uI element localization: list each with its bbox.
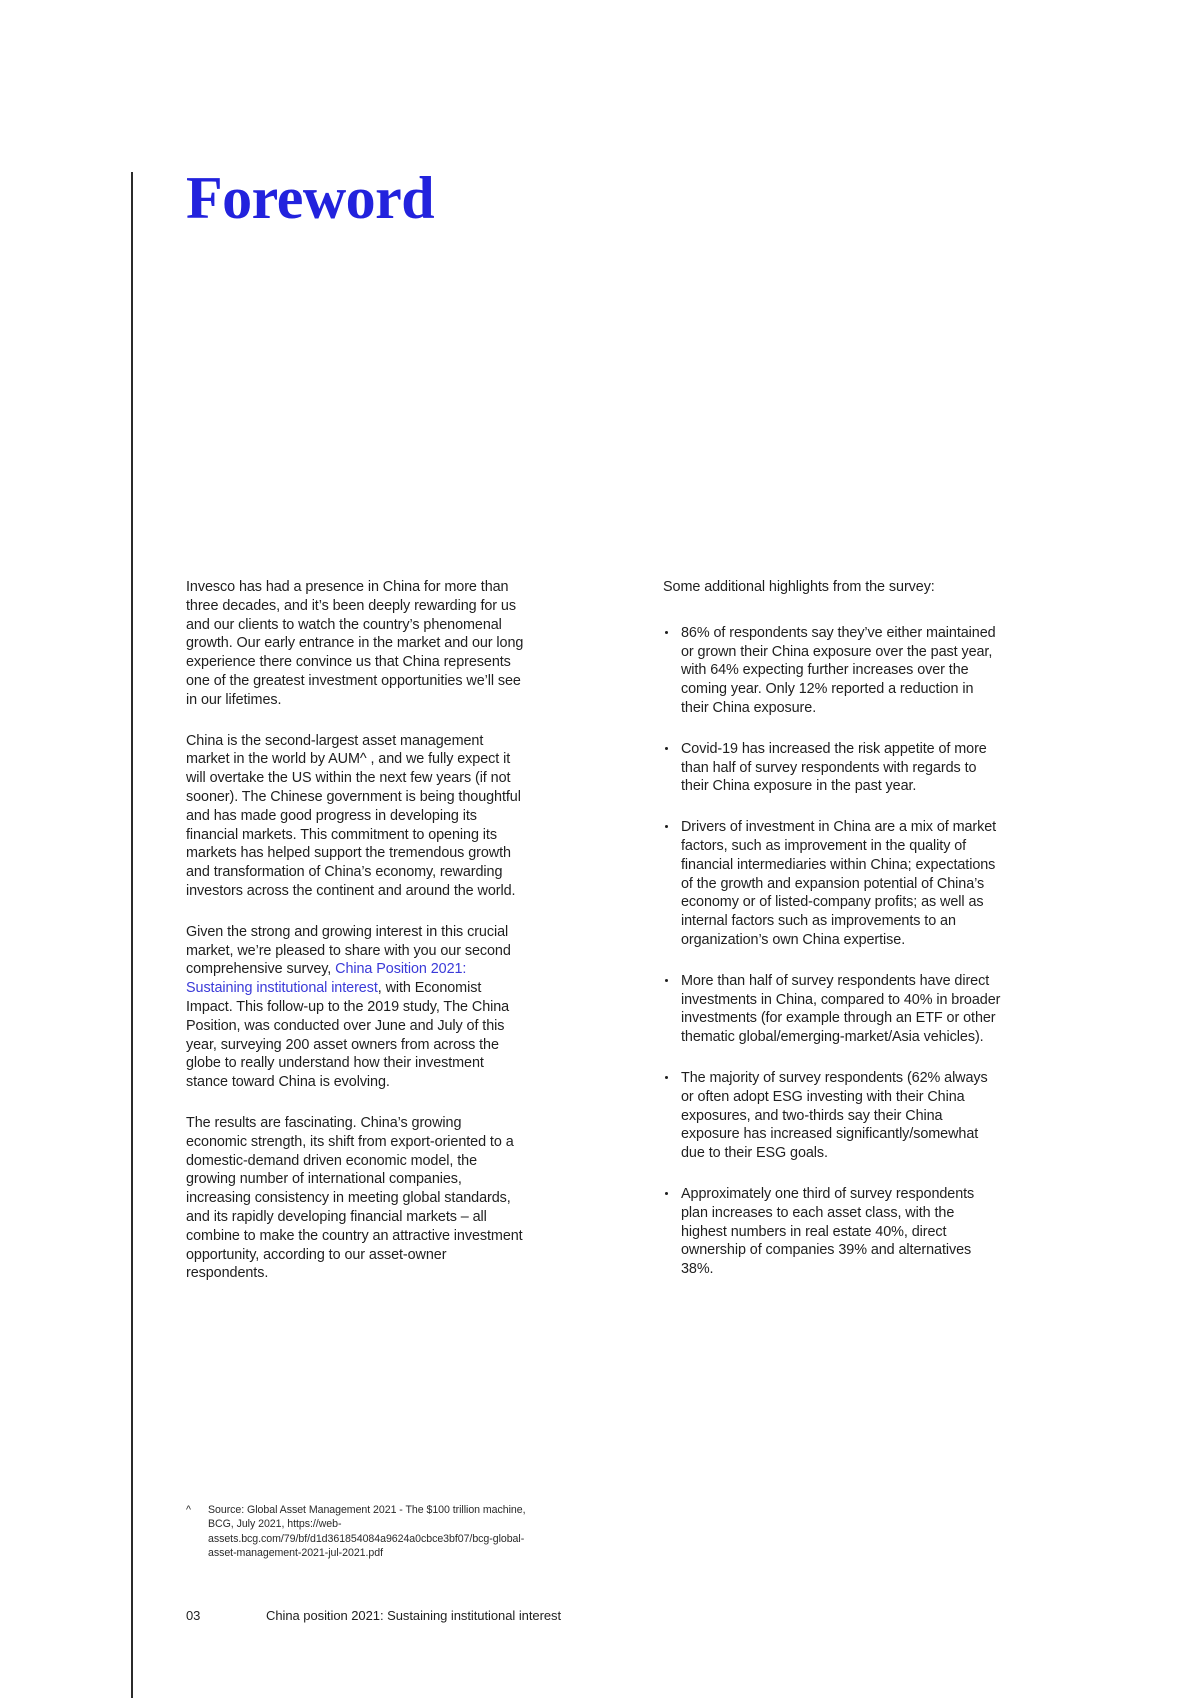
list-item-text: Covid-19 has increased the risk appetite of more than half of survey respondents with regards to their China exposure in the past year. — [681, 740, 987, 795]
bullet-dot-icon — [665, 1076, 668, 1079]
highlights-list — [663, 624, 1003, 1279]
highlights-intro: Some additional highlights from the survey: — [663, 579, 935, 595]
footnote-marker: ^ — [186, 1504, 191, 1516]
paragraph-4-text: The results are fascinating. China’s growing economic strength, its shift from export-oriented to a domestic-demand driven economic model, the growing number of international companies, increasing consistency in meeting global standards, and its rapidly developing financial markets – all combine to make the country an attractive investment opportunity, according to our asset-owner respondents. — [186, 1114, 523, 1282]
bullet-dot-icon — [665, 979, 668, 982]
bullet-dot-icon — [665, 747, 668, 750]
list-item-text: 86% of respondents say they’ve either maintained or grown their China exposure over the past year, with 64% expecting further increases over the coming year. Only 12% reported a reduction in their China exposure. — [681, 624, 996, 716]
list-item — [663, 972, 1003, 1047]
list-item — [663, 818, 1003, 950]
paragraph-2 — [186, 732, 526, 901]
list-item — [663, 624, 1003, 718]
page-title: Foreword — [186, 165, 435, 231]
paragraph-2-text: China is the second-largest asset management market in the world by AUM^ , and we fully expect it will overtake the US within the next few years (if not sooner). The Chinese government is being thoughtful and has made good progress in developing its financial markets. This commitment to opening its markets has helped support the tremendous growth and transformation of China’s economy, rewarding investors across the continent and around the world. — [186, 732, 521, 899]
paragraph-3-text-after-link: , with Economist Impact. This follow-up to the 2019 study, The China Position, was conducted over June and July of this year, surveying 200 asset owners from across the globe to really understand how their investment stance toward China is evolving. — [186, 980, 510, 1091]
paragraph-3 — [186, 923, 526, 1092]
page-footer — [186, 1606, 606, 1626]
paragraph-1 — [186, 578, 526, 710]
bullet-dot-icon — [665, 631, 668, 634]
bullet-dot-icon — [665, 1192, 668, 1195]
left-column — [186, 578, 526, 1305]
list-item — [663, 740, 1003, 796]
bullet-dot-icon — [665, 825, 668, 828]
list-item — [663, 1185, 1003, 1279]
list-item-text: More than half of survey respondents have direct investments in China, compared to 40% in broader investments (for example through an ETF or other thematic global/emerging-market/Asia vehicles). — [681, 972, 1001, 1046]
footnote-text: Source: Global Asset Management 2021 - The $100 trillion machine, BCG, July 2021, https://web-assets.bcg.com/79/bf/d1d361854084a9624a0cbce3bf07/bcg-global-asset-management-2021-jul-2021.pdf — [208, 1504, 526, 1560]
paragraph-1-text: Invesco has had a presence in China for more than three decades, and it’s been deeply rewarding for us and our clients to watch the country’s phenomenal growth. Our early entrance in the market and our long experience there convince us that China represents one of the greatest investment opportunities we’ll see in our lifetimes. — [186, 579, 524, 708]
list-item-text: Drivers of investment in China are a mix of market factors, such as improvement in the quality of financial intermediaries within China; expectations of the growth and expansion potential of China’s economy or of listed-company profits; as well as internal factors such as improvements to an organization’s own China expertise. — [681, 819, 997, 948]
left-vertical-rule — [131, 172, 133, 1698]
footer-document-title: China position 2021: Sustaining institutional interest — [266, 1608, 562, 1623]
paragraph-4 — [186, 1114, 526, 1283]
page-number: 03 — [186, 1608, 201, 1623]
list-item-text: Approximately one third of survey respondents plan increases to each asset class, with the highest numbers in real estate 40%, direct ownership of companies 39% and alternatives 38%. — [681, 1185, 975, 1278]
footnote — [186, 1503, 546, 1561]
right-column — [663, 578, 1003, 1301]
paragraph-3-text-before-link: Given the strong and growing interest in this crucial market, we’re pleased to share with you our second comprehensive survey, — [186, 923, 511, 978]
list-item-text: The majority of survey respondents (62% always or often adopt ESG investing with their China exposures, and two-thirds say their China exposure has increased significantly/somewhat due to their ESG goals. — [681, 1069, 988, 1162]
survey-report-link[interactable]: China Position 2021: Sustaining institutional interest — [186, 961, 467, 997]
list-item — [663, 1069, 1003, 1163]
